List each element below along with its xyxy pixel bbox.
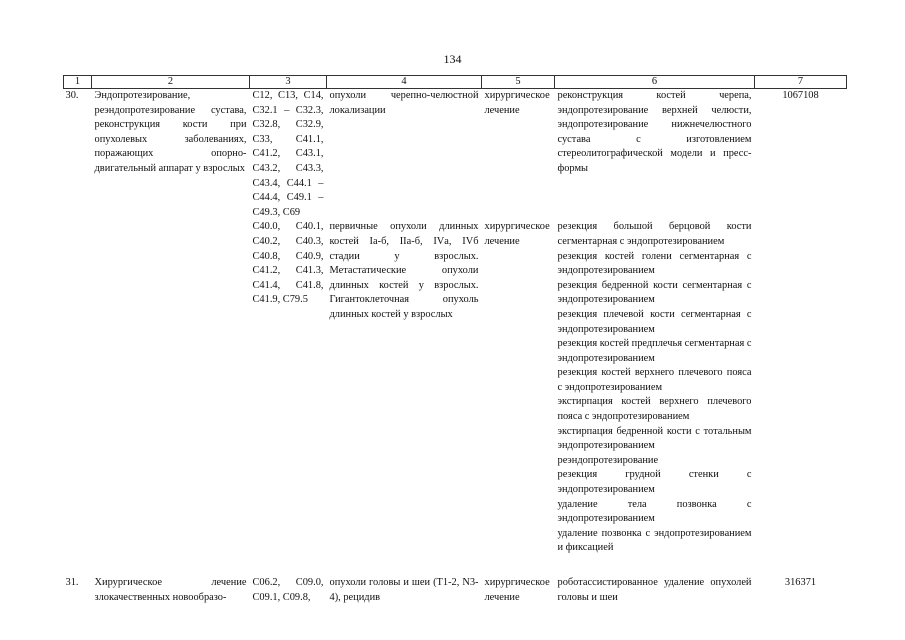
cost-value: 316371	[784, 577, 817, 588]
column-header: 5	[482, 76, 555, 89]
procedures-table	[63, 75, 847, 605]
patient-model: опухоли головы и шеи (T1-2, N3-4), рецидив	[329, 577, 479, 603]
method-item: удаление позвонка с эндопротезированием и фиксацией	[557, 527, 752, 554]
column-header: 7	[755, 76, 847, 89]
patient-model: первичные опухоли длинных костей Iа-б, IIа-б, IVа, IVб стадии у взрослых. Метастатические опухоли длинных костей у взрослых. Гигантоклеточная опухоль длинных костей у взрослых	[329, 221, 479, 320]
row-number: 31.	[65, 577, 79, 588]
treatment-type: хирургическое лечение	[484, 221, 550, 247]
method-item: резекция плечевой кости сегментарная с эндопротезированием	[557, 308, 752, 335]
method-item: резекция большой берцовой кости сегментарная с эндопротезированием	[557, 221, 752, 247]
treatment-method: реконструкция костей черепа, эндопротезирование верхней челюсти, эндопротезирование нижнечелюстного сустава с изготовлением стереолитографической модели и пресс-формы	[557, 90, 752, 174]
icd-codes: С12, С13, С14, С32.1 – С32.3, С32.8, С32.9, С33, С41.1, С41.2, С43.1, С43.2, С43.3, С43.4, С44.1 – С44.4, С49.1 – С49.3, С69	[252, 90, 324, 218]
table-row	[64, 89, 847, 221]
method-item: экстирпация бедренной кости с тотальным эндопротезированием	[557, 425, 752, 452]
column-header: 1	[64, 76, 92, 89]
treatment-type: хирургическое лечение	[484, 90, 550, 116]
method-item: реэндопротезирование	[557, 454, 659, 466]
spacer-row	[64, 556, 847, 576]
column-header: 3	[250, 76, 327, 89]
header-row	[64, 76, 847, 89]
table-row	[64, 576, 847, 605]
method-item: экстирпация костей верхнего плечевого пояса с эндопротезированием	[557, 396, 752, 423]
patient-model: опухоли черепно-челюстной локализации	[329, 90, 479, 116]
column-header: 4	[327, 76, 482, 89]
page-number: 134	[443, 52, 462, 66]
cost-value: 1067108	[782, 90, 819, 101]
procedure-title: Эндопротезирование, реэндопротезирование сустава, реконструкция кости при опухолевых заболеваниях, поражающих опорно-двигательный аппарат у взрослых	[94, 90, 247, 174]
method-item: резекция бедренной кости сегментарная с эндопротезированием	[557, 279, 752, 306]
method-item: резекция грудной стенки с эндопротезированием	[557, 469, 752, 496]
column-header: 2	[92, 76, 250, 89]
method-item: резекция костей голени сегментарная с эндопротезированием	[557, 250, 752, 277]
table-row	[64, 220, 847, 556]
method-item: резекция костей предплечья сегментарная с эндопротезированием	[557, 338, 752, 364]
icd-codes: С40.0, С40.1, С40.2, С40.3, С40.8, С40.9, С41.2, С41.3, С41.4, С41.8, С41.9, С79.5	[252, 221, 324, 306]
treatment-method-list	[555, 220, 755, 556]
treatment-method: роботассистированное удаление опухолей головы и шеи	[557, 577, 752, 603]
column-header: 6	[555, 76, 755, 89]
method-item: удаление тела позвонка с эндопротезированием	[557, 498, 752, 525]
icd-codes: С06.2, С09.0, С09.1, С09.8,	[252, 577, 324, 603]
treatment-type: хирургическое лечение	[484, 577, 550, 603]
procedure-title: Хирургическое лечение злокачественных новообразо-	[94, 577, 247, 603]
row-number: 30.	[65, 90, 79, 101]
method-item: резекция костей верхнего плечевого пояса с эндопротезированием	[557, 367, 752, 393]
